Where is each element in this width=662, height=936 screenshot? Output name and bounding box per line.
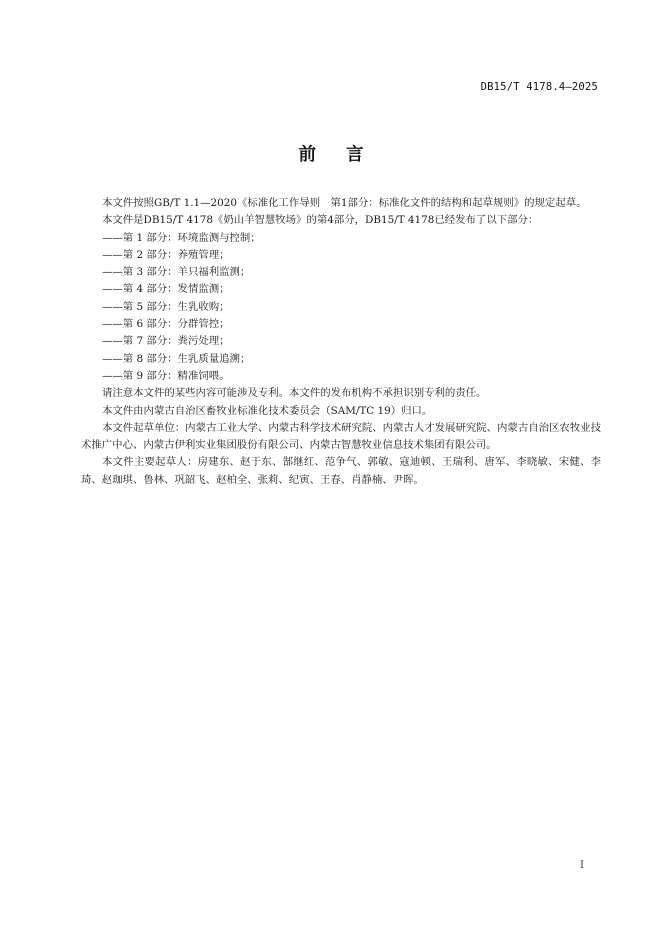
committee-paragraph: 本文件由内蒙古自治区畜牧业标准化技术委员会（SAM/TC 19）归口。: [102, 404, 433, 417]
list-item: ——第 4 部分：发情监测；: [102, 283, 230, 296]
list-item: ——第 3 部分：羊只福利监测；: [102, 266, 251, 279]
page-number: I: [580, 860, 584, 871]
list-item: ——第 7 部分：粪污处理；: [102, 335, 230, 348]
list-item: ——第 6 部分：分群管控；: [102, 318, 230, 331]
series-statement-paragraph: 本文件是DB15/T 4178《奶山羊智慧牧场》的第4部分，DB15/T 4178已经发布了以下部分：: [102, 214, 539, 227]
list-item: ——第 5 部分：生乳收购；: [102, 300, 230, 313]
page-title: 前言: [298, 145, 394, 165]
list-item: ——第 1 部分：环境监测与控制；: [102, 231, 261, 244]
drafting-rule-paragraph: 本文件按照GB/T 1.1—2020《标准化工作导则 第1部分：标准化文件的结构和起草规则》的规定起草。: [102, 197, 587, 209]
list-item: ——第 8 部分：生乳质量追溯；: [102, 352, 251, 365]
patent-notice-paragraph: 请注意本文件的某些内容可能涉及专利。本文件的发布机构不承担识别专利的责任。: [102, 387, 487, 400]
standard-code: DB15/T 4178.4—2025: [480, 81, 598, 93]
drafting-units-paragraph: 本文件起草单位：内蒙古工业大学、内蒙古科学技术研究院、内蒙古人才发展研究院、内蒙古自治区农牧业技术推广中心、内蒙古伊利实业集团股份有限公司、内蒙古智慧牧业信息技术集团有限公司。: [81, 421, 601, 452]
foreword-body: [81, 195, 601, 489]
drafters-paragraph: 本文件主要起草人：房建东、赵于东、郜继红、范争气、郭敏、寇迪顿、王瑞利、唐军、李晓敏、宋健、李琦、赵珈琪、鲁林、巩韶飞、赵柏全、张莉、纪寅、王春、肖静楠、尹晖。: [81, 456, 601, 486]
parts-list: [81, 230, 601, 386]
list-item: ——第 9 部分：精准饲喂。: [102, 369, 230, 382]
list-item: ——第 2 部分：养殖管理；: [102, 248, 230, 261]
